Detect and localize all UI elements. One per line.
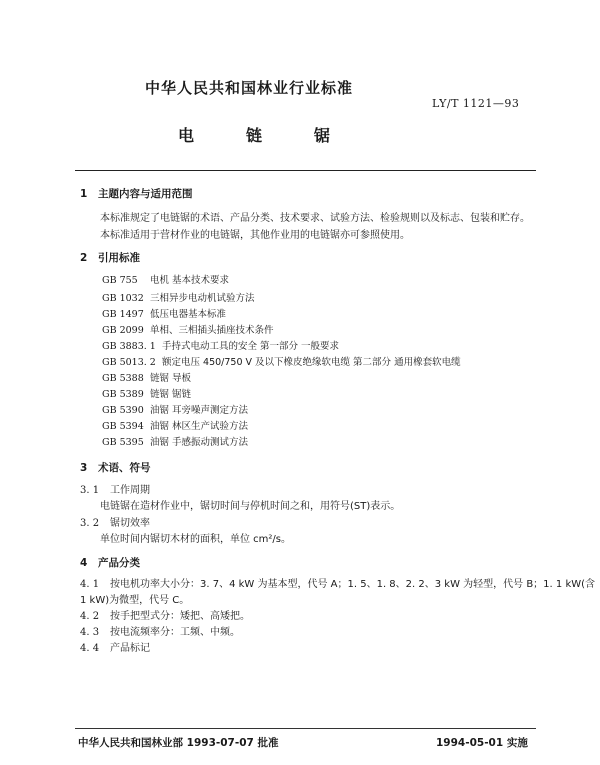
- reference-code: GB 5013. 2: [102, 357, 156, 368]
- effective-date: 1994-05-01 实施: [436, 737, 528, 749]
- reference-code: GB 5388: [102, 373, 144, 384]
- section-3-heading: [80, 460, 151, 475]
- reference-item: [102, 402, 248, 416]
- reference-code: GB 1032: [102, 293, 144, 304]
- title-char: 链: [246, 126, 263, 145]
- reference-code: GB 5389: [102, 389, 144, 400]
- section-number: 1: [80, 188, 88, 200]
- reference-title: 油锯 手感振动测试方法: [150, 437, 249, 448]
- subsection-number: 3. 1: [80, 485, 100, 496]
- section-1-paragraph-1: 本标准规定了电链锯的术语、产品分类、技术要求、试验方法、检验规则以及标志、包装和贮存。: [100, 213, 530, 224]
- reference-item: [102, 434, 248, 448]
- reference-code: GB 1497: [102, 309, 144, 320]
- reference-title: 手持式电动工具的安全 第一部分 一般要求: [162, 341, 340, 352]
- section-number: 3: [80, 462, 88, 474]
- reference-code: GB 5394: [102, 421, 144, 432]
- header-rule: [75, 170, 536, 171]
- section-title: 引用标准: [98, 252, 140, 264]
- standard-title: 中华人民共和国林业行业标准: [145, 79, 354, 97]
- subsection-3-1-heading: [80, 481, 150, 496]
- reference-title: 电机 基本技术要求: [150, 275, 230, 286]
- section-1-heading: [80, 186, 193, 201]
- approval-line: 中华人民共和国林业部 1993-07-07 批准: [78, 737, 279, 749]
- reference-code: GB 5395: [102, 437, 144, 448]
- section-title: 主题内容与适用范围: [98, 188, 193, 200]
- title-char: 锯: [314, 126, 331, 145]
- reference-item: [102, 290, 255, 304]
- subsection-3-2-text: 单位时间内锯切木材的面积，单位 cm²/s。: [100, 534, 292, 545]
- reference-item: [102, 354, 461, 368]
- subsection-number: 4. 4: [80, 643, 100, 654]
- section-2-heading: [80, 250, 140, 265]
- reference-item: [102, 322, 274, 336]
- reference-title: 油锯 林区生产试验方法: [150, 421, 249, 432]
- reference-title: 三相异步电动机试验方法: [150, 293, 255, 304]
- subsection-4-3: [80, 623, 240, 638]
- subsection-text: 产品标记: [110, 643, 150, 654]
- reference-title: 油锯 耳旁噪声测定方法: [150, 405, 249, 416]
- reference-title: 低压电器基本标准: [150, 309, 227, 320]
- reference-code: GB 3883. 1: [102, 341, 156, 352]
- subsection-number: 4. 3: [80, 627, 100, 638]
- section-1-paragraph-2: 本标准适用于营材作业的电链锯，其他作业用的电链锯亦可参照使用。: [100, 230, 410, 241]
- reference-item: [102, 370, 191, 384]
- subsection-3-1-text: 电链锯在造材作业中，锯切时间与停机时间之和，用符号(ST)表示。: [100, 501, 401, 512]
- reference-item: [102, 418, 248, 432]
- reference-item: [102, 386, 191, 400]
- reference-code: GB 2099: [102, 325, 144, 336]
- subsection-4-2: [80, 607, 250, 622]
- subsection-4-4: [80, 639, 150, 654]
- document-title: [178, 123, 382, 146]
- reference-title: 额定电压 450/750 V 及以下橡皮绝缘软电缆 第二部分 通用橡套软电缆: [162, 357, 461, 368]
- section-number: 2: [80, 252, 88, 264]
- subsection-text: 按电机功率大小分：3. 7、4 kW 为基本型，代号 A；1. 5、1. 8、2. 2、3 kW 为轻型，代号 B；1. 1 kW(含: [110, 579, 596, 590]
- subsection-title: 锯切效率: [110, 518, 150, 529]
- subsection-4-1-continuation: 1 kW)为微型，代号 C。: [80, 595, 190, 606]
- reference-item: [102, 272, 229, 286]
- subsection-text: 按电流频率分：工频、中频。: [110, 627, 240, 638]
- subsection-title: 工作周期: [110, 485, 150, 496]
- section-title: 产品分类: [98, 557, 140, 569]
- footer-rule: [75, 728, 536, 729]
- reference-item: [102, 306, 226, 320]
- subsection-number: 4. 2: [80, 611, 100, 622]
- reference-title: 单相、三相插头插座技术条件: [150, 325, 274, 336]
- reference-code: GB 755: [102, 275, 138, 286]
- section-4-heading: [80, 555, 140, 570]
- standard-code: LY/T 1121—93: [432, 97, 520, 110]
- reference-title: 链锯 锯链: [150, 389, 192, 400]
- section-number: 4: [80, 557, 88, 569]
- reference-code: GB 5390: [102, 405, 144, 416]
- reference-title: 链锯 导板: [150, 373, 192, 384]
- section-title: 术语、符号: [98, 462, 151, 474]
- subsection-text: 按手把型式分：矮把、高矮把。: [110, 611, 250, 622]
- subsection-4-1: [80, 575, 595, 590]
- subsection-3-2-heading: [80, 514, 150, 529]
- subsection-number: 4. 1: [80, 579, 100, 590]
- subsection-number: 3. 2: [80, 518, 100, 529]
- title-char: 电: [178, 126, 195, 145]
- reference-item: [102, 338, 339, 352]
